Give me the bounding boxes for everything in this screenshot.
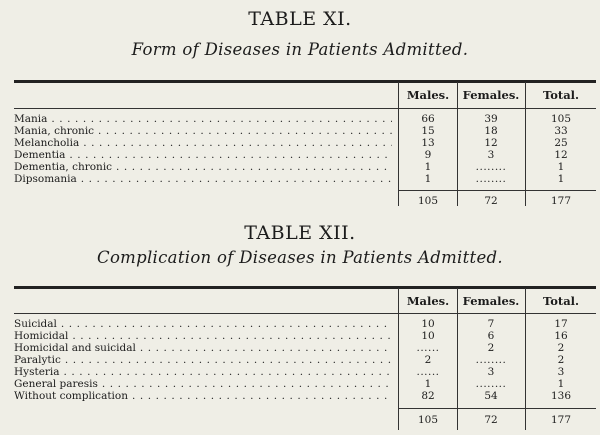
row-label: Homicidal and suicidal . . . (14, 342, 392, 354)
cell-total: 2 (557, 342, 565, 354)
row-label: Melancholia . . . (14, 137, 392, 149)
row-label: Dipsomania . . . (14, 173, 392, 185)
cell-total: 136 (550, 390, 572, 402)
cell-females: 3 (487, 366, 495, 378)
cell-females: 6 (487, 330, 495, 342)
table-row (0, 330, 600, 342)
cell-total: 1 (557, 378, 565, 390)
cell-total: 25 (554, 137, 568, 149)
cell-total: 17 (554, 318, 568, 330)
cell-males: 1 (424, 378, 432, 390)
table-12-header-males: Males. (406, 294, 450, 308)
cell-females: 7 (487, 318, 495, 330)
cell-females: ........ (475, 354, 507, 366)
row-label: Dementia, chronic . . . (14, 161, 392, 173)
cell-total: 2 (557, 354, 565, 366)
total-males: 105 (417, 195, 439, 207)
cell-total: 33 (554, 125, 568, 137)
row-label: Hysteria . . . (14, 366, 392, 378)
cell-females: ........ (475, 161, 507, 173)
cell-females: 3 (487, 149, 495, 161)
cell-total: 12 (554, 149, 568, 161)
cell-males: 9 (424, 149, 432, 161)
cell-total: 16 (554, 330, 568, 342)
row-label: Paralytic . . . (14, 354, 392, 366)
cell-males: 82 (421, 390, 435, 402)
table-11-title: TABLE XI. (248, 8, 352, 30)
table-12-title: TABLE XII. (244, 222, 356, 244)
table-12-top-rule (14, 286, 596, 289)
cell-males: 1 (424, 173, 432, 185)
cell-females: 12 (484, 137, 498, 149)
table-row (0, 173, 600, 185)
cell-females: 39 (484, 113, 498, 125)
table-11-header-females: Females. (462, 88, 520, 102)
cell-females: 54 (484, 390, 498, 402)
table-12-header-females: Females. (462, 294, 520, 308)
table-row (0, 318, 600, 330)
table-row (0, 137, 600, 149)
row-label: Suicidal . . . (14, 318, 392, 330)
table-12-totals-rule (399, 408, 596, 409)
table-row (0, 113, 600, 125)
cell-males: 66 (421, 113, 435, 125)
cell-total: 3 (557, 366, 565, 378)
cell-males: 15 (421, 125, 435, 137)
table-row (0, 125, 600, 137)
row-label: Mania . . . (14, 113, 392, 125)
row-label: Homicidal . . . (14, 330, 392, 342)
table-row (0, 366, 600, 378)
table-11-subtitle: Form of Diseases in Patients Admitted. (131, 40, 469, 59)
row-label: Without complication . . . (14, 390, 392, 402)
cell-females: ........ (475, 378, 507, 390)
cell-males: 1 (424, 161, 432, 173)
row-label: Dementia . . . (14, 149, 392, 161)
row-label: General paresis . . . (14, 378, 392, 390)
cell-females: ........ (475, 173, 507, 185)
cell-total: 105 (550, 113, 572, 125)
table-row (0, 390, 600, 402)
row-label: Mania, chronic . . . (14, 125, 392, 137)
total-males: 105 (417, 414, 439, 426)
cell-total: 1 (557, 173, 565, 185)
total-total: 177 (550, 195, 572, 207)
cell-males: ...... (416, 366, 440, 378)
cell-males: 10 (421, 318, 435, 330)
table-11-header-rule (14, 108, 596, 109)
total-females: 72 (484, 414, 498, 426)
table-11-header-total: Total. (542, 88, 580, 102)
table-row (0, 342, 600, 354)
cell-males: ...... (416, 342, 440, 354)
cell-females: 18 (484, 125, 498, 137)
table-row (0, 161, 600, 173)
table-row (0, 149, 600, 161)
cell-total: 1 (557, 161, 565, 173)
table-12-header-rule (14, 313, 596, 314)
table-11-totals-rule (399, 190, 596, 191)
table-row (0, 354, 600, 366)
cell-males: 10 (421, 330, 435, 342)
table-12-header-total: Total. (542, 294, 580, 308)
cell-males: 2 (424, 354, 432, 366)
total-females: 72 (484, 195, 498, 207)
table-12-subtitle: Complication of Diseases in Patients Admitted. (97, 248, 503, 267)
cell-males: 13 (421, 137, 435, 149)
table-11-top-rule (14, 80, 596, 83)
total-total: 177 (550, 414, 572, 426)
table-row (0, 378, 600, 390)
cell-females: 2 (487, 342, 495, 354)
table-11-header-males: Males. (406, 88, 450, 102)
